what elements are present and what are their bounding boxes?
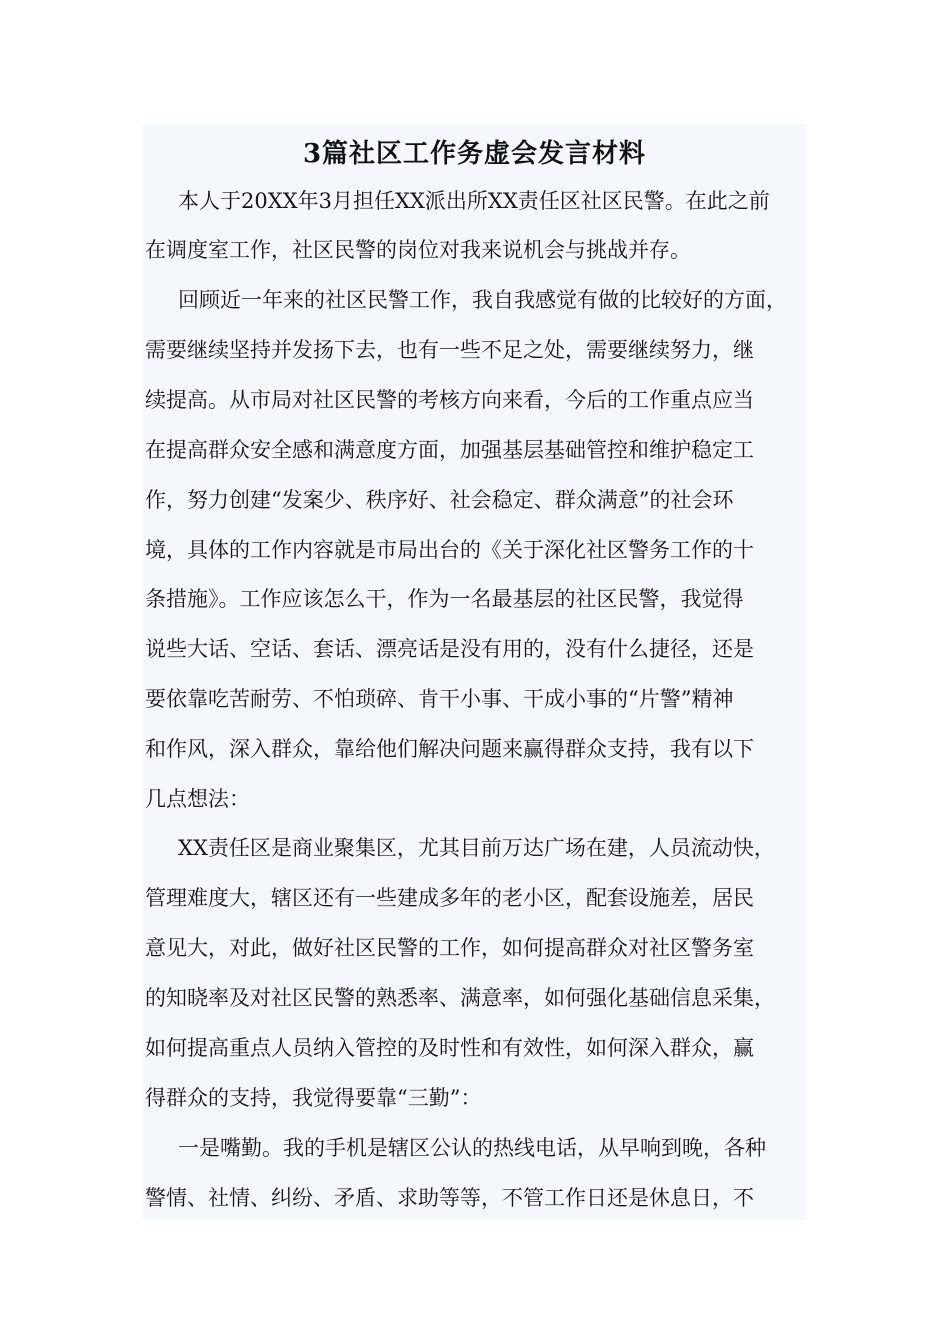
paragraph-line: 条措施》。工作应该怎么干，作为一名最基层的社区民警，我觉得 [145, 587, 744, 611]
paragraph-line: 在提高群众安全感和满意度方面，加强基层基础管控和维护稳定工 [145, 438, 754, 462]
paragraph-line: 需要继续坚持并发扬下去，也有一些不足之处，需要继续努力，继 [145, 338, 754, 362]
paragraph-line: 几点想法： [145, 787, 250, 811]
paragraph-line: 回顾近一年来的社区民警工作，我自我感觉有做的比较好的方面， [178, 288, 787, 312]
paragraph-line: 意见大，对此，做好社区民警的工作，如何提高群众对社区警务室 [145, 936, 754, 960]
paragraph-line: 在调度室工作，社区民警的岗位对我来说机会与挑战并存。 [145, 238, 691, 262]
document-title: 3篇社区工作务虚会发言材料 [302, 139, 647, 169]
paragraph-line: 得群众的支持，我觉得要靠“三勤”： [145, 1086, 482, 1110]
paragraph-line: 境，具体的工作内容就是市局出台的《关于深化社区警务工作的十 [145, 538, 754, 562]
paragraph-line: 本人于20XX年3月担任XX派出所XX责任区社区民警。在此之前 [178, 189, 770, 213]
paragraph-line: 的知晓率及对社区民警的熟悉率、满意率，如何强化基础信息采集， [145, 986, 775, 1010]
paragraph-line: 作，努力创建“发案少、秩序好、社会稳定、群众满意”的社会环 [145, 488, 734, 512]
paragraph-line: 如何提高重点人员纳入管控的及时性和有效性，如何深入群众，赢 [145, 1036, 754, 1060]
paragraph-line: XX责任区是商业聚集区，尤其目前万达广场在建，人员流动快， [178, 836, 775, 860]
paragraph-line: 续提高。从市局对社区民警的考核方向来看，今后的工作重点应当 [145, 388, 754, 412]
paragraph-line: 警情、社情、纠纷、矛盾、求助等等，不管工作日还是休息日，不 [145, 1186, 754, 1210]
paragraph-line: 说些大话、空话、套话、漂亮话是没有用的，没有什么捷径，还是 [145, 637, 754, 661]
paragraph-line: 和作风，深入群众，靠给他们解决问题来赢得群众支持，我有以下 [145, 737, 754, 761]
paragraph-line: 要依靠吃苦耐劳、不怕琐碎、肯干小事、干成小事的“片警”精神 [145, 687, 734, 711]
paragraph-line: 一是嘴勤。我的手机是辖区公认的热线电话，从早响到晚，各种 [178, 1136, 766, 1160]
paragraph-line: 管理难度大，辖区还有一些建成多年的老小区，配套设施差，居民 [145, 886, 754, 910]
